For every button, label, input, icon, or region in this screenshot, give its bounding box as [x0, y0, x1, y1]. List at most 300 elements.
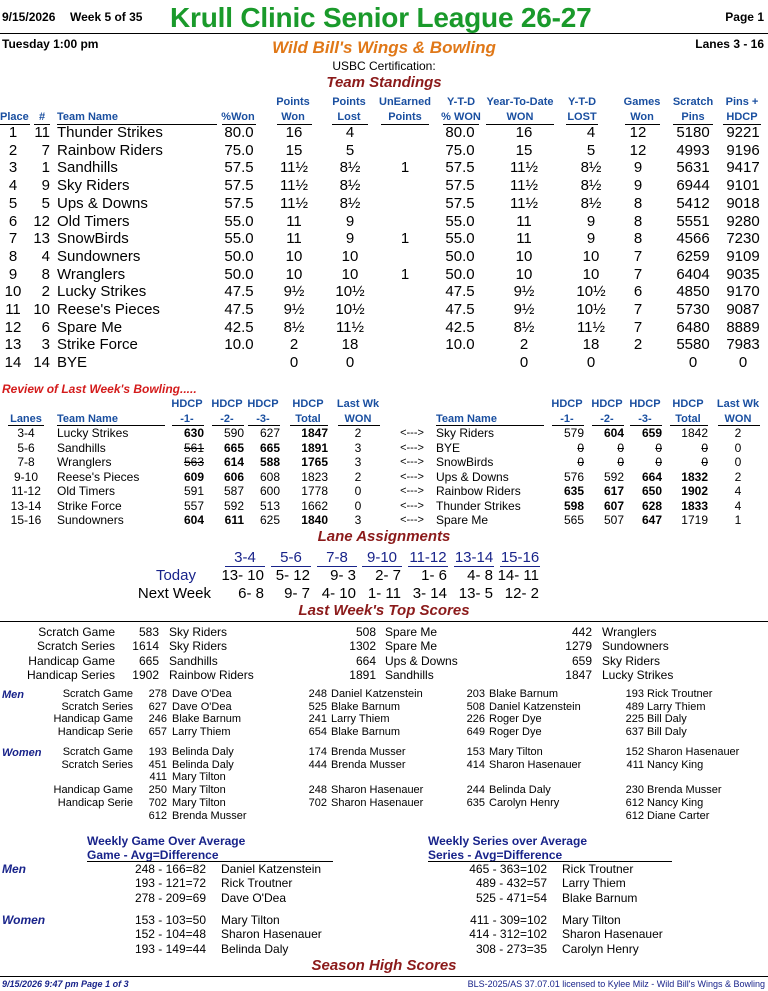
standings-cell-pl: 10: [341, 265, 359, 283]
standings-cell-ytdl: 8½: [580, 159, 602, 177]
col-unearned-2: Points: [388, 111, 422, 123]
standings-cell-team: Wranglers: [57, 265, 126, 283]
standings-cell-ytdl: 9: [586, 230, 596, 248]
col-points-lost-1: Points: [332, 96, 366, 108]
standings-cell-num: 11: [34, 124, 50, 141]
standings-cell-gw: 6: [633, 283, 643, 301]
oa-series-name: Blake Barnum: [562, 890, 638, 905]
standings-cell-ytdl: 10: [582, 265, 600, 283]
team-top-value: 1847: [565, 667, 592, 682]
team-top-name: Wranglers: [602, 625, 657, 639]
women-top-name: Brenda Musser: [172, 809, 247, 822]
review-col-lw-b: WON: [344, 413, 372, 425]
standings-cell-sp: 6404: [676, 265, 710, 283]
women-top-value: 248: [308, 784, 327, 797]
standings-cell-place: 6: [8, 212, 18, 230]
review-cell-lt: Sandhills: [57, 440, 106, 455]
game-over-avg-sub: Game - Avg=Difference: [87, 848, 219, 862]
col-scratch-pins-2: Pins: [681, 111, 705, 123]
standings-cell-pct: 10.0: [224, 336, 254, 354]
standings-cell-ytdl: 10½: [576, 283, 606, 301]
review-cell-rtot: 1832: [681, 469, 708, 484]
page-number: Page 1: [725, 10, 764, 24]
women-top-value: 612: [148, 809, 167, 822]
standings-cell-place: 3: [8, 159, 18, 177]
review-cell-rw: 1: [734, 513, 742, 527]
women-top-name: Mary Tilton: [172, 771, 226, 784]
standings-cell-pw: 11: [286, 212, 302, 230]
men-top-name: Larry Thiem: [647, 700, 706, 713]
review-cell-r1: 0: [577, 455, 584, 469]
review-col-h2a: HDCP: [211, 398, 243, 410]
review-cell-rw: 4: [734, 484, 742, 498]
review-cell-rw: 0: [734, 455, 742, 469]
standings-cell-ytdl: 9: [586, 212, 596, 230]
review-cell-r2: 0: [617, 440, 624, 455]
review-cell-lanes: 13-14: [10, 498, 42, 513]
standings-cell-pw: 11: [286, 230, 302, 248]
review-col-r1a: HDCP: [551, 398, 583, 410]
team-top-value: 1902: [132, 667, 159, 682]
standings-cell-pl: 5: [345, 141, 355, 159]
standings-cell-ph: 9109: [726, 247, 760, 265]
standings-cell-sp: 4993: [676, 141, 710, 159]
standings-cell-gw: 8: [633, 194, 643, 212]
review-cell-l2: 592: [223, 498, 244, 513]
standings-cell-ytdw: 15: [515, 141, 533, 159]
women-top-value: 193: [148, 746, 167, 758]
team-top-name: Spare Me: [385, 639, 438, 654]
women-top-value: 230: [625, 784, 644, 797]
men-top-name: Rick Troutner: [647, 688, 713, 700]
standings-cell-team: Lucky Strikes: [57, 283, 147, 301]
men-top-name: Larry Thiem: [172, 726, 231, 739]
standings-cell-place: 9: [8, 265, 18, 283]
today-matchup: 1- 6: [421, 567, 447, 584]
today-matchup: 5- 12: [275, 567, 310, 584]
standings-cell-num: 6: [41, 318, 50, 336]
review-cell-r3: 659: [641, 426, 662, 440]
review-cell-rtot: 1902: [681, 484, 708, 498]
review-cell-rt: SnowBirds: [436, 455, 494, 469]
review-cell-r1: 576: [563, 469, 584, 484]
standings-cell-team: Sandhills: [57, 159, 118, 177]
review-cell-lanes: 3-4: [17, 426, 35, 440]
week-indicator: Week 5 of 35: [70, 10, 143, 24]
standings-cell-ytdl: 0: [586, 354, 596, 372]
review-cell-r2: 607: [603, 498, 624, 513]
review-col-r2b: -2-: [600, 413, 614, 425]
footer-timestamp: 9/15/2026 9:47 pm Page 1 of 3: [2, 979, 129, 989]
standings-cell-ytdpct: 80.0: [445, 124, 475, 141]
standings-title: Team Standings: [326, 74, 442, 91]
standings-cell-ph: 9101: [726, 177, 760, 195]
lane-pair-header: 13-14: [454, 549, 494, 566]
standings-cell-sp: 5730: [676, 301, 710, 318]
review-arrow: <--->: [400, 441, 424, 454]
standings-cell-team: Strike Force: [57, 336, 138, 354]
standings-cell-ytdpct: 55.0: [445, 230, 475, 248]
standings-cell-place: 1: [8, 124, 18, 141]
oa-women-label: Women: [2, 913, 46, 927]
men-top-value: 654: [308, 726, 327, 739]
review-cell-lw: 0: [354, 484, 362, 498]
men-top-name: Daniel Katzenstein: [489, 700, 581, 713]
series-over-avg-sub: Series - Avg=Difference: [428, 848, 563, 862]
men-top-name: Dave O'Dea: [172, 688, 232, 700]
review-cell-rt: Thunder Strikes: [436, 498, 521, 513]
standings-cell-pct: 57.5: [224, 159, 254, 177]
col-num: #: [38, 111, 46, 123]
today-matchup: 4- 8: [467, 567, 493, 584]
oa-game-name: Dave O'Dea: [221, 890, 286, 905]
standings-cell-team: Reese's Pieces: [57, 301, 160, 318]
oa-series-diff: 308 - 273=35: [475, 941, 547, 956]
review-cell-lw: 3: [354, 513, 362, 527]
col-place: Place: [0, 111, 29, 123]
standings-cell-place: 11: [5, 301, 21, 318]
standings-cell-gw: 12: [629, 124, 647, 141]
review-col-h1a: HDCP: [171, 398, 203, 410]
review-cell-l1: 604: [183, 513, 204, 527]
men-top-label: Handicap Game: [53, 713, 133, 726]
team-top-value: 1302: [349, 639, 376, 654]
review-col-lanes: Lanes: [10, 413, 42, 425]
review-cell-rt: Spare Me: [436, 513, 489, 527]
standings-cell-sp: 4566: [676, 230, 710, 248]
women-top-value: 444: [308, 758, 327, 771]
standings-cell-gw: 12: [629, 141, 647, 159]
oa-series-diff: 489 - 432=57: [475, 876, 547, 891]
review-col-r3b: -3-: [638, 413, 652, 425]
women-top-name: Nancy King: [647, 758, 704, 771]
review-cell-r2: 617: [603, 484, 624, 498]
women-top-name: Belinda Daly: [172, 746, 234, 758]
standings-cell-num: 14: [33, 354, 50, 372]
oa-series-diff: 525 - 471=54: [475, 890, 547, 905]
standings-cell-num: 12: [33, 212, 50, 230]
standings-cell-ph: 9196: [726, 141, 760, 159]
oa-series-name: Mary Tilton: [562, 913, 621, 927]
review-cell-r3: 647: [641, 513, 662, 527]
review-col-lw-a: Last Wk: [336, 398, 380, 410]
standings-cell-ph: 0: [738, 354, 748, 372]
women-top-value: 152: [625, 746, 644, 758]
review-cell-lt: Wranglers: [57, 455, 112, 469]
lane-pair-header: 15-16: [500, 549, 540, 566]
review-cell-l2: 587: [223, 484, 244, 498]
women-top-name: Nancy King: [647, 796, 704, 809]
col-ytd-pct-1: Y-T-D: [446, 96, 476, 108]
standings-cell-ytdpct: 10.0: [445, 336, 475, 354]
oa-series-name: Rick Troutner: [562, 862, 634, 876]
women-top-name: Sharon Hasenauer: [647, 746, 740, 758]
women-top-name: Brenda Musser: [331, 746, 406, 758]
standings-cell-gw: 8: [633, 230, 643, 248]
review-cell-l2: 611: [224, 513, 244, 527]
oa-men-label: Men: [2, 862, 26, 876]
team-top-value: 1891: [349, 667, 376, 682]
today-label: Today: [155, 567, 196, 584]
review-cell-r1: 635: [563, 484, 584, 498]
review-cell-l1: 630: [183, 426, 204, 440]
men-top-label: Handicap Serie: [57, 726, 133, 739]
men-top-name: Blake Barnum: [331, 726, 401, 739]
standings-cell-ytdpct: 57.5: [445, 194, 475, 212]
review-cell-r1: 598: [563, 498, 584, 513]
standings-cell-pl: 9: [345, 212, 355, 230]
women-top-name: Mary Tilton: [172, 784, 226, 797]
standings-cell-place: 12: [4, 318, 22, 336]
standings-cell-gw: 7: [633, 318, 643, 336]
men-top-value: 508: [466, 700, 485, 713]
oa-series-diff: 414 - 312=102: [469, 927, 547, 942]
review-cell-rt: Rainbow Riders: [436, 484, 521, 498]
assignments-title: Lane Assignments: [317, 528, 451, 545]
men-top-name: Bill Daly: [647, 713, 687, 726]
review-cell-lt: Lucky Strikes: [57, 426, 129, 440]
col-ytd-pct-2: % WON: [441, 111, 481, 123]
standings-cell-gw: 9: [633, 159, 643, 177]
review-col-h2b: -2-: [220, 413, 234, 425]
standings-cell-team: BYE: [57, 354, 88, 372]
footer-license: BLS-2025/AS 37.07.01 licensed to Kylee Milz - Wild Bill's Wings & Bowling: [467, 979, 765, 989]
col-points-won-2: Won: [281, 111, 305, 123]
review-cell-l1: 591: [183, 484, 204, 498]
men-top-name: Roger Dye: [489, 726, 542, 739]
review-col-team-right: Team Name: [436, 413, 497, 425]
next-week-matchup: 9- 7: [284, 585, 310, 602]
review-cell-rtot: 1842: [681, 426, 708, 440]
review-cell-rtot: 1833: [681, 498, 708, 513]
women-top-label: Handicap Serie: [57, 796, 133, 809]
standings-cell-pw: 9½: [283, 301, 305, 318]
review-cell-lw: 3: [354, 440, 362, 455]
review-col-ht-b: Total: [295, 413, 321, 425]
review-cell-rw: 0: [734, 440, 742, 455]
standings-cell-pct: 47.5: [224, 283, 254, 301]
review-cell-ltot: 1823: [301, 469, 328, 484]
standings-cell-gw: 8: [633, 212, 643, 230]
oa-game-name: Sharon Hasenauer: [221, 927, 322, 942]
standings-cell-ph: 9417: [726, 159, 760, 177]
standings-cell-place: 2: [8, 141, 18, 159]
lane-pair-header: 3-4: [234, 549, 256, 566]
team-top-name: Sky Riders: [169, 625, 228, 639]
standings-cell-sp: 6944: [676, 177, 710, 195]
team-top-name: Lucky Strikes: [602, 667, 674, 682]
standings-cell-pl: 10: [341, 247, 359, 265]
col-ytd-lost-2: LOST: [567, 111, 597, 123]
review-arrow: <--->: [400, 514, 424, 526]
review-cell-ltot: 1840: [301, 513, 328, 527]
team-top-label: Scratch Game: [38, 625, 115, 639]
review-cell-l1: 609: [183, 469, 204, 484]
standings-cell-num: 1: [41, 159, 50, 177]
review-cell-rt: Sky Riders: [436, 426, 495, 440]
review-cell-rw: 2: [734, 426, 742, 440]
women-top-value: 414: [466, 758, 485, 771]
next-week-matchup: 3- 14: [412, 585, 447, 602]
standings-cell-place: 13: [4, 336, 22, 354]
standings-cell-num: 5: [41, 194, 50, 212]
lane-pair-header: 7-8: [326, 549, 348, 566]
oa-game-diff: 278 - 209=69: [134, 890, 206, 905]
team-top-name: Sandhills: [169, 653, 218, 668]
standings-cell-ytdpct: 50.0: [445, 247, 475, 265]
lanes-range: Lanes 3 - 16: [695, 37, 764, 51]
review-cell-rtot: 0: [701, 455, 708, 469]
standings-cell-ytdw: 11½: [509, 159, 539, 177]
standings-cell-gw: 7: [633, 247, 643, 265]
review-cell-rtot: 1719: [681, 513, 708, 527]
standings-cell-ytdpct: 57.5: [445, 159, 475, 177]
review-cell-ltot: 1891: [301, 440, 328, 455]
standings-cell-pw: 10: [285, 265, 303, 283]
standings-cell-ue: 1: [400, 265, 410, 283]
team-top-name: Sky Riders: [602, 653, 661, 668]
standings-cell-num: 8: [41, 265, 50, 283]
standings-cell-pl: 8½: [339, 194, 361, 212]
col-unearned-1: UnEarned: [379, 96, 431, 108]
standings-cell-pl: 8½: [339, 177, 361, 195]
review-arrow: <--->: [400, 470, 424, 483]
oa-game-diff: 193 - 121=72: [134, 876, 206, 891]
women-top-label: Scratch Game: [62, 746, 133, 758]
series-over-avg-title: Weekly Series over Average: [428, 834, 587, 848]
review-cell-l1: 557: [183, 498, 204, 513]
col-pctwon: %Won: [221, 111, 255, 123]
team-top-name: Ups & Downs: [385, 653, 458, 668]
standings-cell-sp: 5580: [676, 336, 710, 354]
team-top-value: 583: [138, 625, 159, 639]
review-cell-lanes: 5-6: [17, 440, 35, 455]
col-pins-hdcp-1: Pins +: [725, 96, 759, 108]
standings-cell-num: 3: [41, 336, 50, 354]
standings-cell-ytdw: 9½: [513, 301, 535, 318]
women-top-value: 250: [148, 784, 167, 797]
standings-cell-place: 7: [8, 230, 18, 248]
standings-cell-pw: 2: [289, 336, 299, 354]
standings-cell-ytdw: 10: [515, 247, 533, 265]
today-matchup: 9- 3: [330, 567, 356, 584]
standings-cell-team: Sky Riders: [57, 177, 130, 195]
men-top-value: 226: [466, 713, 485, 726]
review-col-r3a: HDCP: [629, 398, 661, 410]
women-top-name: Sharon Hasenauer: [489, 758, 582, 771]
standings-cell-ytdw: 11½: [509, 177, 539, 195]
review-cell-rw: 2: [734, 469, 742, 484]
men-top-value: 225: [625, 713, 644, 726]
team-top-name: Rainbow Riders: [169, 667, 254, 682]
review-col-ht-a: HDCP: [292, 398, 324, 410]
women-top-label: Scratch Series: [61, 758, 133, 771]
oa-series-name: Sharon Hasenauer: [562, 927, 663, 942]
standings-cell-pw: 16: [285, 124, 303, 141]
team-top-label: Handicap Series: [26, 667, 115, 682]
review-col-rt-b: Total: [675, 413, 701, 425]
review-cell-l2: 614: [223, 455, 244, 469]
women-top-label: Handicap Game: [53, 784, 133, 797]
men-top-name: Daniel Katzenstein: [331, 688, 423, 700]
standings-cell-ytdw: 2: [519, 336, 529, 354]
review-cell-rtot: 0: [701, 440, 708, 455]
standings-cell-pct: 47.5: [224, 301, 254, 318]
men-top-name: Dave O'Dea: [172, 700, 232, 713]
team-top-value: 665: [138, 653, 159, 668]
oa-game-diff: 193 - 149=44: [134, 941, 206, 956]
standings-cell-ytdl: 5: [586, 141, 596, 159]
standings-cell-num: 13: [33, 230, 50, 248]
review-arrow: <--->: [400, 499, 424, 512]
men-top-value: 246: [148, 713, 167, 726]
women-top-name: Brenda Musser: [331, 758, 406, 771]
standings-cell-ph: 7983: [726, 336, 760, 354]
standings-cell-pl: 10½: [335, 301, 365, 318]
review-arrow: <--->: [400, 427, 424, 439]
team-top-name: Sky Riders: [169, 639, 228, 654]
men-top-value: 193: [625, 688, 644, 700]
review-cell-r1: 579: [563, 426, 584, 440]
review-cell-lw: 0: [354, 498, 362, 513]
standings-cell-pct: 50.0: [224, 265, 254, 283]
standings-cell-pl: 0: [345, 354, 355, 372]
standings-cell-num: 10: [33, 301, 50, 318]
team-top-value: 508: [355, 625, 376, 639]
standings-cell-team: Ups & Downs: [57, 194, 148, 212]
standings-cell-ytdpct: 57.5: [445, 177, 475, 195]
next-week-matchup: 6- 8: [238, 585, 264, 602]
oa-game-name: Mary Tilton: [221, 913, 280, 927]
standings-cell-place: 8: [8, 247, 18, 265]
standings-cell-ytdw: 0: [519, 354, 529, 372]
oa-game-diff: 248 - 166=82: [134, 862, 206, 876]
standings-cell-ytdl: 8½: [580, 177, 602, 195]
team-top-label: Scratch Series: [36, 639, 115, 654]
standings-cell-ytdpct: 55.0: [445, 212, 475, 230]
women-top-name: Mary Tilton: [172, 796, 226, 809]
review-cell-r3: 628: [641, 498, 662, 513]
standings-cell-ytdl: 4: [586, 124, 596, 141]
standings-cell-ytdw: 11: [516, 230, 532, 248]
review-cell-lt: Strike Force: [57, 498, 122, 513]
standings-cell-sp: 4850: [676, 283, 710, 301]
men-top-value: 649: [466, 726, 485, 739]
standings-cell-ytdpct: 47.5: [445, 301, 475, 318]
men-top-value: 278: [148, 688, 167, 700]
review-cell-l3: 600: [259, 484, 280, 498]
standings-cell-sp: 5412: [676, 194, 710, 212]
men-top-value: 637: [625, 726, 644, 739]
standings-cell-sp: 5180: [676, 124, 710, 141]
standings-cell-pct: 42.5: [224, 318, 254, 336]
standings-cell-num: 4: [41, 247, 50, 265]
standings-cell-gw: 7: [633, 301, 643, 318]
review-cell-lanes: 15-16: [10, 513, 42, 527]
standings-cell-team: Old Timers: [57, 212, 130, 230]
standings-cell-pl: 10½: [335, 283, 365, 301]
oa-game-name: Belinda Daly: [221, 941, 289, 956]
standings-cell-ph: 8889: [726, 318, 760, 336]
oa-game-name: Rick Troutner: [221, 876, 293, 891]
league-title: Krull Clinic Senior League 26-27: [170, 2, 592, 33]
women-top-name: Belinda Daly: [172, 758, 234, 771]
standings-cell-pw: 11½: [279, 177, 309, 195]
next-week-matchup: 1- 11: [367, 585, 401, 602]
women-top-name: Mary Tilton: [489, 746, 543, 758]
review-cell-lanes: 9-10: [13, 469, 39, 484]
women-top-value: 635: [466, 796, 485, 809]
